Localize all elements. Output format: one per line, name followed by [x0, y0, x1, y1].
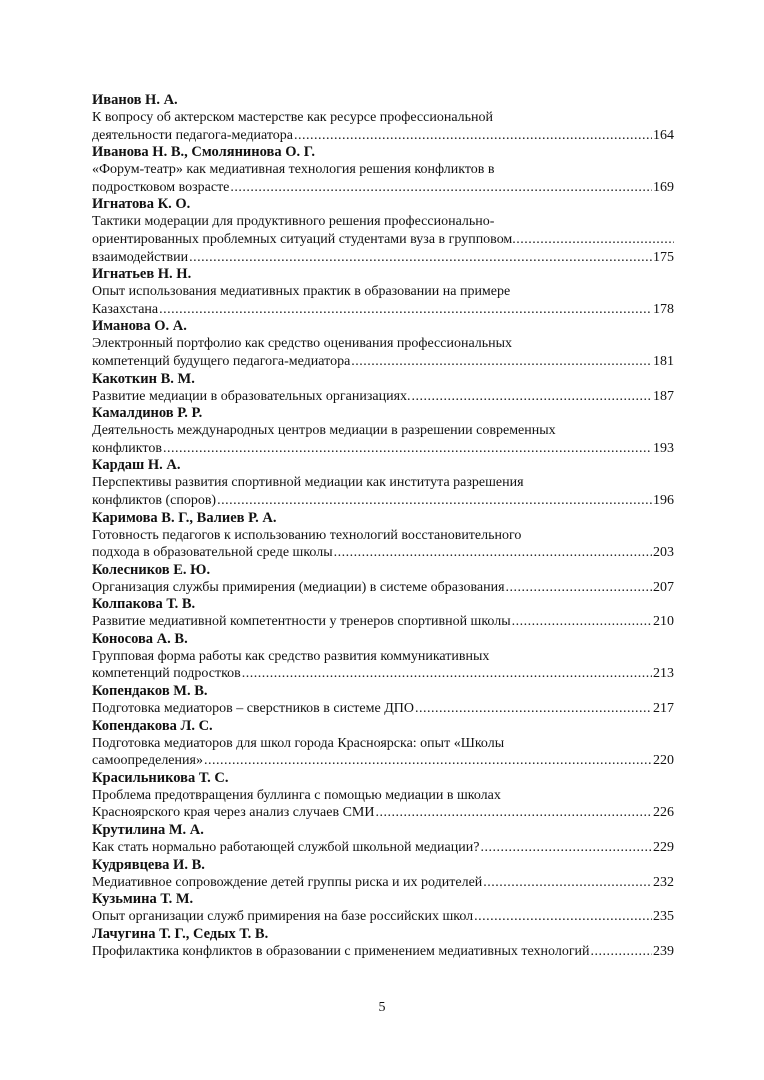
entry-page-number: 196 [653, 492, 674, 508]
dot-leader [242, 665, 652, 683]
entry-page-number: 164 [653, 127, 674, 143]
entry-author: Колпакова Т. В. [92, 596, 196, 613]
table-of-contents [92, 92, 674, 960]
entry-title-line: Красноярского края через анализ случаев СМИ [92, 805, 375, 821]
entry-title-line: компетенций подростков [92, 666, 241, 682]
toc-entry [92, 562, 674, 597]
entry-title-line: Развитие медиации в образовательных организациях. [92, 388, 411, 404]
entry-title-line: К вопросу об актерском мастерстве как ресурсе профессиональной [92, 110, 494, 125]
entry-title-line: Казахстана [92, 301, 159, 317]
entry-title-line: Деятельность международных центров медиации в разрешении современных [92, 423, 556, 439]
entry-page-number: 187 [653, 388, 674, 404]
entry-author: Камалдинов Р. Р. [92, 405, 203, 422]
entry-page-number: 213 [653, 666, 674, 682]
toc-entry [92, 926, 674, 961]
entry-title-line: компетенций будущего педагога-медиатора [92, 353, 351, 369]
toc-entry [92, 718, 674, 770]
toc-entry [92, 196, 674, 266]
toc-entry [92, 631, 674, 683]
page-number: 5 [378, 1000, 386, 1015]
entry-author: Коносова А. В. [92, 630, 188, 647]
entry-author: Игнатова К. О. [92, 196, 191, 213]
dot-leader [351, 353, 652, 371]
entry-title-line: Опыт организации служб примирения на базе российских школ [92, 909, 474, 925]
entry-title-last-line [92, 908, 674, 926]
entry-title-last-line [92, 301, 674, 319]
toc-entry [92, 405, 674, 457]
entry-page-number: 232 [653, 874, 674, 890]
entry-page-number: 220 [653, 753, 674, 769]
entry-page-number: 226 [653, 805, 674, 821]
entry-title-last-line [92, 804, 674, 822]
entry-page-number: 239 [653, 943, 674, 959]
entry-author: Колесников Е. Ю. [92, 561, 211, 578]
dot-leader [506, 579, 652, 597]
entry-title-last-line [92, 249, 674, 267]
dot-leader [512, 613, 652, 631]
entry-page-number: 207 [653, 579, 674, 595]
entry-title-last-line [92, 700, 674, 718]
dot-leader [483, 874, 652, 892]
entry-author: Иванов Н. А. [92, 92, 178, 108]
toc-entry [92, 596, 674, 631]
entry-page-number: 193 [653, 440, 674, 456]
dot-leader [217, 492, 652, 510]
entry-title-last-line [92, 179, 674, 197]
entry-page-number: 178 [653, 301, 674, 317]
entry-title-line: Организация службы примирения (медиации) в системе образования [92, 579, 505, 595]
entry-page-number: 217 [653, 701, 674, 717]
dot-leader [334, 544, 652, 562]
toc-entry [92, 510, 674, 562]
entry-title-last-line [92, 613, 674, 631]
entry-title-line: деятельности педагога-медиатора [92, 127, 294, 143]
toc-entry [92, 770, 674, 822]
entry-title-last-line [92, 839, 674, 857]
entry-title-last-line [92, 579, 674, 597]
entry-title-line: подхода в образовательной среде школы [92, 545, 333, 561]
entry-author: Иванова Н. В., Смолянинова О. Г. [92, 144, 315, 161]
entry-title-line: Групповая форма работы как средство развития коммуникативных [92, 648, 490, 664]
toc-entry [92, 266, 674, 318]
entry-page-number: 229 [653, 840, 674, 856]
entry-title-last-line [92, 943, 674, 961]
dot-leader [415, 700, 652, 718]
entry-page-number: 203 [653, 545, 674, 561]
entry-author: Кардаш Н. А. [92, 457, 181, 474]
entry-title-line: самоопределения» [92, 753, 203, 769]
entry-title-line: Подготовка медиаторов – сверстников в системе ДПО [92, 701, 414, 717]
entry-author: Кузьмина Т. М. [92, 891, 194, 908]
entry-title-line: взаимодействии [92, 249, 189, 265]
dot-leader [591, 943, 652, 961]
entry-title-last-line [92, 874, 674, 892]
entry-page-number: 181 [653, 353, 674, 369]
entry-author: Иманова О. А. [92, 318, 187, 335]
entry-page-number: 210 [653, 614, 674, 630]
toc-entry [92, 92, 674, 144]
toc-entry [92, 457, 674, 509]
entry-title-line: Опыт использования медиативных практик в образовании на примере [92, 284, 511, 300]
entry-title-last-line [92, 127, 674, 145]
entry-author: Крутилина М. А. [92, 822, 204, 839]
entry-title-line: Профилактика конфликтов в образовании с применением медиативных технологий [92, 943, 590, 959]
entry-title-line: Тактики модерации для продуктивного решения профессионально- [92, 214, 495, 230]
entry-title-last-line [92, 492, 674, 510]
entry-title-line: Как стать нормально работающей службой школьной медиации? [92, 840, 480, 856]
toc-entry [92, 891, 674, 926]
entry-title-last-line [92, 752, 674, 770]
dot-leader [375, 804, 652, 822]
toc-entry [92, 857, 674, 892]
entry-title-line: Перспективы развития спортивной медиации как института разрешения [92, 475, 524, 491]
entry-page-number: 175 [653, 249, 674, 265]
entry-title-last-line [92, 544, 674, 562]
dot-leader [204, 752, 652, 770]
entry-title-line: Развитие медиативной компетентности у тренеров спортивной школы [92, 614, 511, 630]
entry-title-line: конфликтов (споров) [92, 492, 217, 508]
entry-author: Лачугина Т. Г., Седых Т. В. [92, 925, 269, 942]
entry-title-line: Готовность педагогов к использованию технологий восстановительного [92, 527, 522, 543]
toc-entry [92, 318, 674, 370]
entry-title-last-line [92, 665, 674, 683]
entry-author: Копендаков М. В. [92, 683, 208, 700]
toc-entry [92, 371, 674, 406]
entry-author: Красильникова Т. С. [92, 769, 229, 786]
toc-entry [92, 144, 674, 196]
entry-title-line: конфликтов [92, 440, 162, 456]
entry-author: Каримова В. Г., Валиев Р. А. [92, 509, 277, 526]
entry-author: Какоткин В. М. [92, 370, 195, 387]
toc-entry [92, 683, 674, 718]
entry-title-last-line [92, 440, 674, 458]
dot-leader [480, 839, 652, 857]
entry-author: Кудрявцева И. В. [92, 856, 205, 873]
entry-page-number: 235 [653, 909, 674, 925]
dot-leader [230, 179, 652, 197]
entry-title-line: Электронный портфолио как средство оценивания профессиональных [92, 336, 513, 352]
dot-leader [163, 440, 652, 458]
entry-title-line: Медиативное сопровождение детей группы риска и их родителей [92, 874, 483, 890]
dot-leader [294, 127, 652, 145]
entry-title-line: «Форум-театр» как медиативная технология решения конфликтов в [92, 162, 495, 178]
entry-title-last-line [92, 388, 674, 406]
toc-entry [92, 822, 674, 857]
dot-leader [474, 908, 652, 926]
entry-title-line: подростковом возрасте [92, 179, 230, 195]
entry-page-number: 169 [653, 179, 674, 195]
entry-title-line: Проблема предотвращения буллинга с помощью медиации в школах [92, 787, 501, 803]
entry-title-line: Подготовка медиаторов для школ города Красноярска: опыт «Школы [92, 735, 505, 751]
dot-leader [159, 301, 652, 319]
entry-title-last-line [92, 353, 674, 371]
dot-leader [412, 388, 652, 406]
dot-leader [189, 249, 652, 267]
entry-title-line: ориентированных проблемных ситуаций студентами вуза в групповом ..... [92, 231, 674, 249]
entry-author: Копендакова Л. С. [92, 717, 213, 734]
entry-author: Игнатьев Н. Н. [92, 266, 192, 283]
